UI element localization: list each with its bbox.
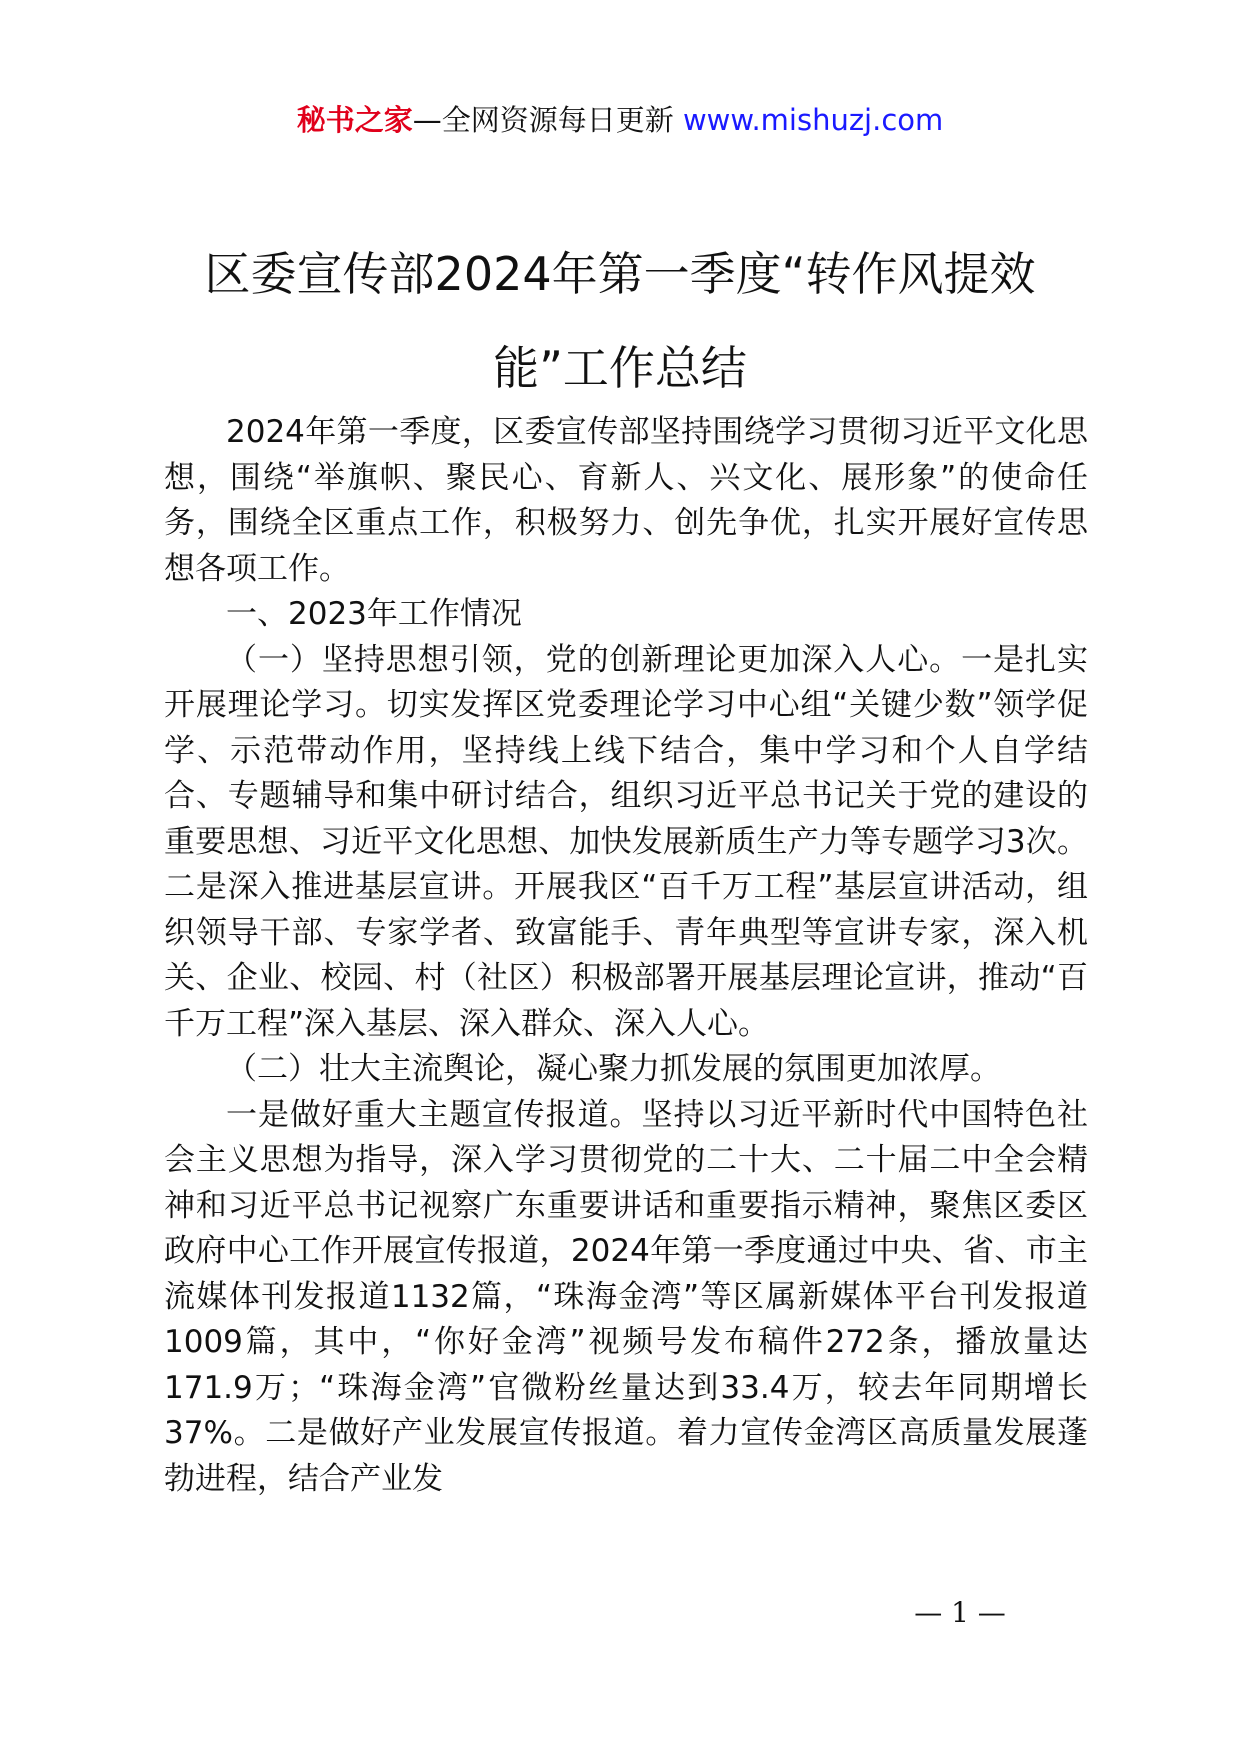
document-body (164, 410, 1088, 1502)
intro-paragraph: 2024年第一季度，区委宣传部坚持围绕学习贯彻习近平文化思想，围绕“举旗帜、聚民心、育新人、兴文化、展形象”的使命任务，围绕全区重点工作，积极努力、创先争优，扎实开展好宣传思想各项工作。 (164, 414, 1088, 587)
paragraph-publicity-reports: 一是做好重大主题宣传报道。坚持以习近平新时代中国特色社会主义思想为指导，深入学习贯彻党的二十大、二十届二中全会精神和习近平总书记视察广东重要讲话和重要指示精神，聚焦区委区政府中心工作开展宣传报道，2024年第一季度通过中央、省、市主流媒体刊发报道1132篇，“珠海金湾”等区属新媒体平台刊发报道1009篇，其中，“你好金湾”视频号发布稿件272条，播放量达171.9万；“珠海金湾”官微粉丝量达到33.4万，较去年同期增长37%。二是做好产业发展宣传报道。着力宣传金湾区高质量发展蓬勃进程，结合产业发 (164, 1096, 1088, 1497)
section-1-heading: 一、2023年工作情况 (226, 596, 522, 632)
site-url-link[interactable]: www.mishuzj.com (682, 103, 944, 137)
site-header (0, 100, 1240, 140)
document-title-line-1: 区委宣传部2024年第一季度“转作风提效 (204, 247, 1036, 301)
paragraph-theory-study: （一）坚持思想引领，党的创新理论更加深入人心。一是扎实开展理论学习。切实发挥区党委理论学习中心组“关键少数”领学促学、示范带动作用，坚持线上线下结合，集中学习和个人自学结合、专题辅导和集中研讨结合，组织习近平总书记关于党的建设的重要思想、习近平文化思想、加快发展新质生产力等专题学习3次。二是深入推进基层宣讲。开展我区“百千万工程”基层宣讲活动，组织领导干部、专家学者、致富能手、青年典型等宣讲专家，深入机关、企业、校园、村（社区）积极部署开展基层理论宣讲，推动“百千万工程”深入基层、深入群众、深入人心。 (164, 641, 1088, 1042)
subsection-2-heading: （二）壮大主流舆论，凝心聚力抓发展的氛围更加浓厚。 (226, 1051, 1001, 1087)
header-slogan: —全网资源每日更新 (412, 103, 674, 137)
document-title-line-2: 能”工作总结 (493, 341, 747, 395)
page-number: — 1 — (914, 1596, 1006, 1629)
brand-name: 秘书之家 (296, 103, 413, 137)
